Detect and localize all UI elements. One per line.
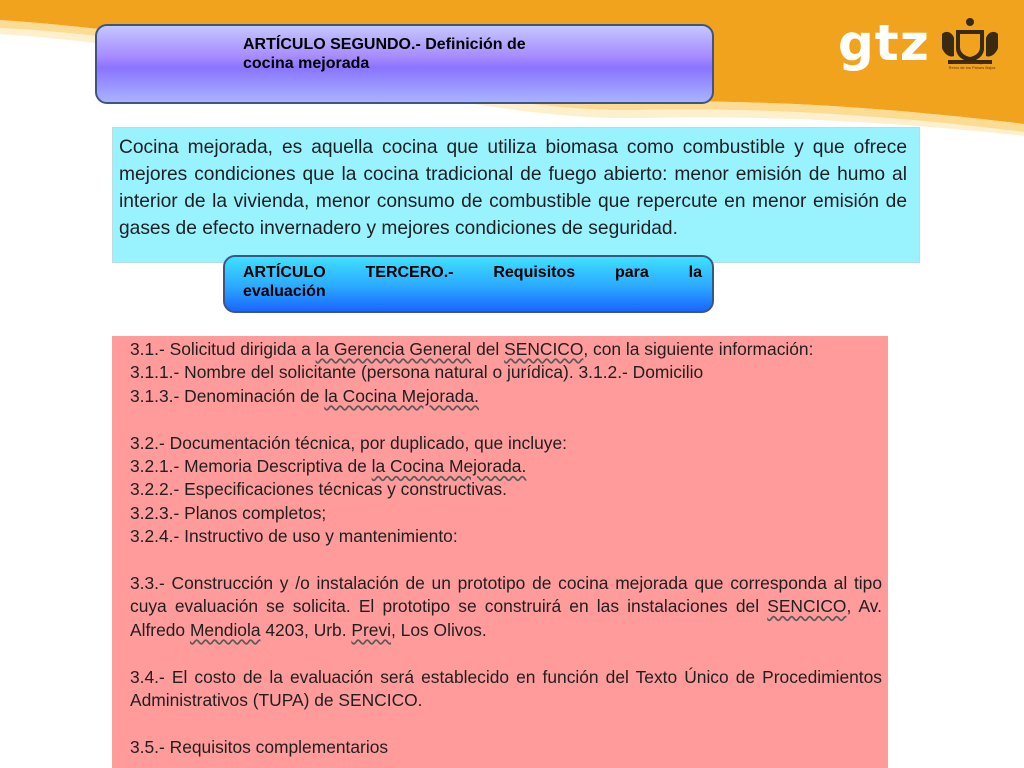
brand-color-block [736,8,824,72]
req-3-1: 3.1.- Solicitud dirigida a la Gerencia General del SENCICO, con la siguiente información: [130,339,814,359]
title-word: la [688,264,702,281]
req-3-1-3: 3.1.3.- Denominación de la Cocina Mejorada. [130,385,479,406]
title-word: TERCERO.- [365,264,454,281]
req-3-5: 3.5.- Requisitos complementarios [130,736,389,757]
definition-text: Cocina mejorada, es aquella cocina que utiliza biomasa como combustible y que ofrece mejores condiciones que la cocina tradicional de fuego abierto: menor emisión de humo al interior de la vivienda, menor consumo de combustible que repercute en menor emisión de gases de efecto invernadero y mejores condiciones de seguridad. [112,127,920,263]
article-segundo-title [95,24,714,104]
article-tercero-title-line2: evaluación [243,283,326,300]
req-3-2-3: 3.2.3.- Planos completos; [130,502,327,523]
req-3-3: 3.3.- Construcción y /o instalación de un prototipo de cocina mejorada que corresponda al tipo cuya evaluación se solicita. El prototipo se construirá en las instalaciones del SENCICO, Av. Alfredo Mendiola 4203, Urb. Previ, Los Olivos. [130,573,882,640]
gtz-logo: gtz [838,14,930,72]
article-tercero-title [223,255,714,313]
req-3-2: 3.2.- Documentación técnica, por duplicado, que incluye: [130,432,567,453]
article-tercero-title-line1 [243,263,702,282]
requirements-panel [112,336,888,768]
article-segundo-title-line1: ARTÍCULO SEGUNDO.- Definición de [243,36,526,53]
req-3-2-1: 3.2.1.- Memoria Descriptiva de la Cocina Mejorada. [130,456,527,477]
req-3-1-1: 3.1.1.- Nombre del solicitante (persona natural o jurídica). 3.1.2.- Domicilio [130,362,704,383]
crest-caption: Confederación por el Reino de los Países Bajos [948,60,996,70]
title-word: Requisitos [493,264,576,281]
title-word: para [614,264,649,281]
title-word: ARTÍCULO [243,264,326,281]
req-3-2-2: 3.2.2.- Especificaciones técnicas y constructivas. [130,479,507,500]
article-segundo-title-line2: cocina mejorada [243,55,370,72]
req-3-2-4: 3.2.4.- Instructivo de uso y mantenimiento: [130,526,458,547]
req-3-4: 3.4.- El costo de la evaluación será establecido en función del Texto Único de Procedimientos Administrativos (TUPA) de SENCICO. [130,666,882,711]
